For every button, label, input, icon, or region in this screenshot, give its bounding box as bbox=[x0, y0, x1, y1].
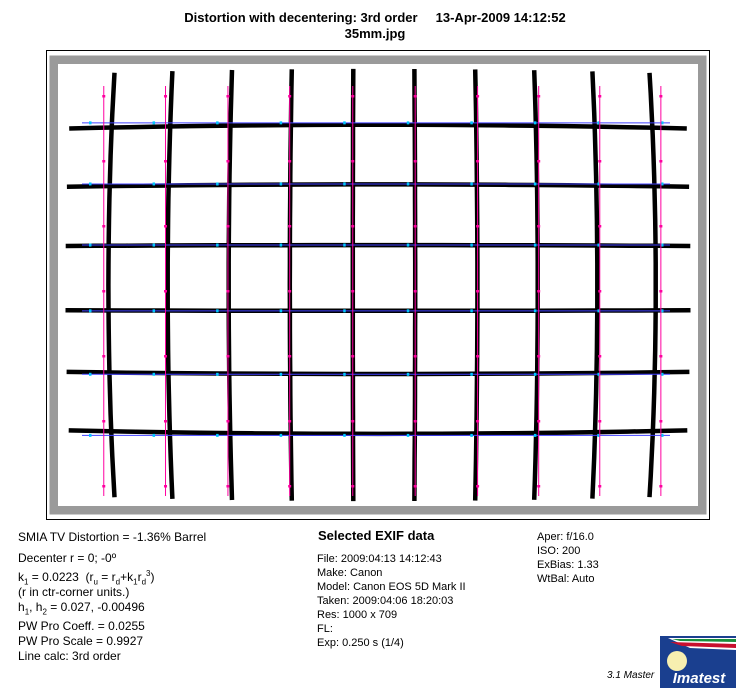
vertical-marker-7-1 bbox=[476, 95, 479, 98]
vertical-marker-8-3 bbox=[537, 225, 540, 228]
smia-distortion: SMIA TV Distortion = -1.36% Barrel bbox=[18, 530, 207, 544]
exif-model: Model: Canon EOS 5D Mark II bbox=[317, 581, 466, 593]
vertical-marker-4-6 bbox=[288, 420, 291, 423]
exif-res: Res: 1000 x 709 bbox=[317, 609, 398, 621]
version-label: 3.1 Master bbox=[607, 670, 655, 681]
exif-file: File: 2009:04:13 14:12:43 bbox=[317, 553, 442, 565]
vertical-marker-6-5 bbox=[414, 355, 417, 358]
exif-iso: ISO: 200 bbox=[537, 545, 581, 557]
chart-filename: 35mm.jpg bbox=[344, 26, 406, 41]
horizontal-marker-2-4 bbox=[280, 182, 283, 185]
vertical-marker-7-5 bbox=[476, 355, 479, 358]
distortion-grid-plot bbox=[46, 50, 710, 520]
chart-title bbox=[0, 10, 750, 25]
vertical-marker-3-3 bbox=[226, 225, 229, 228]
horizontal-marker-1-10 bbox=[661, 121, 664, 124]
vertical-marker-1-6 bbox=[102, 420, 105, 423]
horizontal-marker-4-2 bbox=[153, 309, 156, 312]
vertical-marker-8-6 bbox=[537, 420, 540, 423]
horizontal-marker-2-5 bbox=[343, 182, 346, 185]
vertical-marker-6-7 bbox=[414, 485, 417, 488]
horizontal-marker-6-4 bbox=[280, 434, 283, 437]
vertical-marker-8-4 bbox=[537, 290, 540, 293]
vertical-marker-5-3 bbox=[351, 225, 354, 228]
horizontal-marker-2-8 bbox=[534, 182, 537, 185]
vertical-marker-1-5 bbox=[102, 355, 105, 358]
vertical-marker-7-6 bbox=[476, 420, 479, 423]
vertical-marker-10-1 bbox=[659, 95, 662, 98]
vertical-marker-5-4 bbox=[351, 290, 354, 293]
vertical-marker-2-7 bbox=[164, 485, 167, 488]
horizontal-marker-1-7 bbox=[470, 121, 473, 124]
vertical-marker-6-6 bbox=[414, 420, 417, 423]
horizontal-marker-5-7 bbox=[470, 373, 473, 376]
vertical-marker-8-1 bbox=[537, 95, 540, 98]
h-values: = 0.027, -0.00496 bbox=[50, 600, 145, 614]
vertical-marker-8-2 bbox=[537, 160, 540, 163]
horizontal-marker-5-5 bbox=[343, 373, 346, 376]
title-text: Distortion with decentering: 3rd order bbox=[184, 10, 418, 25]
vertical-marker-5-5 bbox=[351, 355, 354, 358]
horizontal-marker-6-3 bbox=[216, 434, 219, 437]
vertical-marker-9-7 bbox=[598, 485, 601, 488]
horizontal-marker-2-3 bbox=[216, 182, 219, 185]
exif-exp: Exp: 0.250 s (1/4) bbox=[317, 637, 404, 649]
vertical-marker-3-1 bbox=[226, 95, 229, 98]
imatest-logo bbox=[660, 636, 736, 688]
measured-vertical-line-7 bbox=[475, 69, 477, 500]
vertical-marker-9-3 bbox=[598, 225, 601, 228]
vertical-marker-2-5 bbox=[164, 355, 167, 358]
horizontal-marker-3-6 bbox=[407, 244, 410, 247]
vertical-marker-7-3 bbox=[476, 225, 479, 228]
vertical-marker-2-1 bbox=[164, 95, 167, 98]
exif-exbias: ExBias: 1.33 bbox=[537, 559, 599, 571]
vertical-marker-4-1 bbox=[288, 95, 291, 98]
horizontal-marker-1-2 bbox=[153, 121, 156, 124]
vertical-marker-1-1 bbox=[102, 95, 105, 98]
horizontal-marker-6-8 bbox=[534, 434, 537, 437]
vertical-marker-4-7 bbox=[288, 485, 291, 488]
vertical-marker-1-2 bbox=[102, 160, 105, 163]
vertical-marker-4-4 bbox=[288, 290, 291, 293]
image-area bbox=[58, 64, 698, 506]
vertical-marker-10-2 bbox=[659, 160, 662, 163]
horizontal-marker-5-10 bbox=[661, 373, 664, 376]
horizontal-marker-6-7 bbox=[470, 434, 473, 437]
line-calc: Line calc: 3rd order bbox=[18, 649, 121, 663]
horizontal-marker-3-10 bbox=[661, 244, 664, 247]
vertical-marker-9-5 bbox=[598, 355, 601, 358]
vertical-marker-6-4 bbox=[414, 290, 417, 293]
horizontal-marker-2-7 bbox=[470, 182, 473, 185]
horizontal-marker-3-1 bbox=[89, 244, 92, 247]
vertical-marker-1-4 bbox=[102, 290, 105, 293]
horizontal-marker-4-6 bbox=[407, 309, 410, 312]
horizontal-marker-6-6 bbox=[407, 434, 410, 437]
vertical-marker-1-3 bbox=[102, 225, 105, 228]
vertical-marker-4-5 bbox=[288, 355, 291, 358]
vertical-marker-10-3 bbox=[659, 225, 662, 228]
horizontal-marker-6-10 bbox=[661, 434, 664, 437]
r-units-note: (r in ctr-corner units.) bbox=[18, 585, 130, 599]
horizontal-marker-5-2 bbox=[153, 373, 156, 376]
exif-heading: Selected EXIF data bbox=[318, 528, 435, 543]
horizontal-marker-5-6 bbox=[407, 373, 410, 376]
horizontal-marker-2-10 bbox=[661, 182, 664, 185]
exif-fl: FL: bbox=[317, 623, 333, 635]
horizontal-marker-1-3 bbox=[216, 121, 219, 124]
horizontal-marker-4-3 bbox=[216, 309, 219, 312]
horizontal-marker-2-1 bbox=[89, 182, 92, 185]
horizontal-marker-1-5 bbox=[343, 121, 346, 124]
horizontal-marker-4-7 bbox=[470, 309, 473, 312]
vertical-marker-7-7 bbox=[476, 485, 479, 488]
horizontal-marker-2-2 bbox=[153, 182, 156, 185]
horizontal-marker-3-2 bbox=[153, 244, 156, 247]
distortion-results-panel bbox=[18, 530, 206, 664]
exif-taken: Taken: 2009:04:06 18:20:03 bbox=[317, 595, 454, 607]
horizontal-marker-5-4 bbox=[280, 373, 283, 376]
k1-coefficient: $k_1 = 0.0223$ $(r_u = r_d+k_1r_d^3)$ bbox=[18, 569, 155, 587]
exif-aper: Aper: f/16.0 bbox=[537, 531, 594, 543]
horizontal-marker-4-10 bbox=[661, 309, 664, 312]
k1-value: = 0.0223 bbox=[31, 570, 79, 584]
vertical-marker-4-3 bbox=[288, 225, 291, 228]
horizontal-marker-4-1 bbox=[89, 309, 92, 312]
vertical-marker-10-5 bbox=[659, 355, 662, 358]
vertical-marker-10-4 bbox=[659, 290, 662, 293]
vertical-marker-2-6 bbox=[164, 420, 167, 423]
vertical-marker-3-2 bbox=[226, 160, 229, 163]
vertical-marker-5-6 bbox=[351, 420, 354, 423]
vertical-marker-2-2 bbox=[164, 160, 167, 163]
vertical-marker-7-4 bbox=[476, 290, 479, 293]
vertical-marker-10-6 bbox=[659, 420, 662, 423]
horizontal-marker-6-5 bbox=[343, 434, 346, 437]
horizontal-marker-3-3 bbox=[216, 244, 219, 247]
vertical-marker-3-5 bbox=[226, 355, 229, 358]
vertical-marker-5-1 bbox=[351, 95, 354, 98]
horizontal-marker-5-1 bbox=[89, 373, 92, 376]
vertical-marker-5-2 bbox=[351, 160, 354, 163]
logo-text: Imatest bbox=[672, 670, 726, 687]
vertical-marker-7-2 bbox=[476, 160, 479, 163]
vertical-marker-6-3 bbox=[414, 225, 417, 228]
exif-camera-settings bbox=[537, 530, 599, 586]
measured-horizontal-line-5 bbox=[67, 372, 690, 374]
vertical-marker-2-4 bbox=[164, 290, 167, 293]
exif-data-list bbox=[317, 552, 466, 650]
horizontal-marker-1-8 bbox=[534, 121, 537, 124]
exif-wtbal: WtBal: Auto bbox=[537, 573, 595, 585]
vertical-marker-1-7 bbox=[102, 485, 105, 488]
pw-pro-coeff: PW Pro Coeff. = 0.0255 bbox=[18, 619, 145, 633]
horizontal-marker-6-2 bbox=[153, 434, 156, 437]
horizontal-marker-4-5 bbox=[343, 309, 346, 312]
vertical-marker-3-6 bbox=[226, 420, 229, 423]
vertical-marker-5-7 bbox=[351, 485, 354, 488]
horizontal-marker-5-3 bbox=[216, 373, 219, 376]
horizontal-marker-3-5 bbox=[343, 244, 346, 247]
vertical-marker-6-1 bbox=[414, 95, 417, 98]
vertical-marker-6-2 bbox=[414, 160, 417, 163]
horizontal-marker-3-4 bbox=[280, 244, 283, 247]
pw-pro-scale: PW Pro Scale = 0.9927 bbox=[18, 634, 144, 648]
vertical-marker-2-3 bbox=[164, 225, 167, 228]
vertical-marker-9-6 bbox=[598, 420, 601, 423]
vertical-marker-8-7 bbox=[537, 485, 540, 488]
measured-horizontal-line-2 bbox=[67, 184, 689, 186]
horizontal-marker-6-1 bbox=[89, 434, 92, 437]
horizontal-marker-1-4 bbox=[280, 121, 283, 124]
vertical-marker-4-2 bbox=[288, 160, 291, 163]
horizontal-marker-2-6 bbox=[407, 182, 410, 185]
exif-make: Make: Canon bbox=[317, 567, 383, 579]
vertical-marker-8-5 bbox=[537, 355, 540, 358]
horizontal-marker-5-8 bbox=[534, 373, 537, 376]
horizontal-marker-1-1 bbox=[89, 121, 92, 124]
horizontal-marker-4-4 bbox=[280, 309, 283, 312]
vertical-marker-3-7 bbox=[226, 485, 229, 488]
vertical-marker-9-1 bbox=[598, 95, 601, 98]
horizontal-marker-3-7 bbox=[470, 244, 473, 247]
vertical-marker-10-7 bbox=[659, 485, 662, 488]
vertical-marker-9-4 bbox=[598, 290, 601, 293]
title-timestamp: 13-Apr-2009 14:12:52 bbox=[435, 10, 566, 25]
horizontal-marker-1-6 bbox=[407, 121, 410, 124]
horizontal-marker-3-8 bbox=[534, 244, 537, 247]
horizontal-marker-4-8 bbox=[534, 309, 537, 312]
h-coefficients: $h_1$, $h_2 = 0.027$, -0.00496 bbox=[18, 600, 145, 617]
decenter-value: Decenter r = 0; -0º bbox=[18, 551, 117, 565]
vertical-marker-9-2 bbox=[598, 160, 601, 163]
vertical-marker-3-4 bbox=[226, 290, 229, 293]
